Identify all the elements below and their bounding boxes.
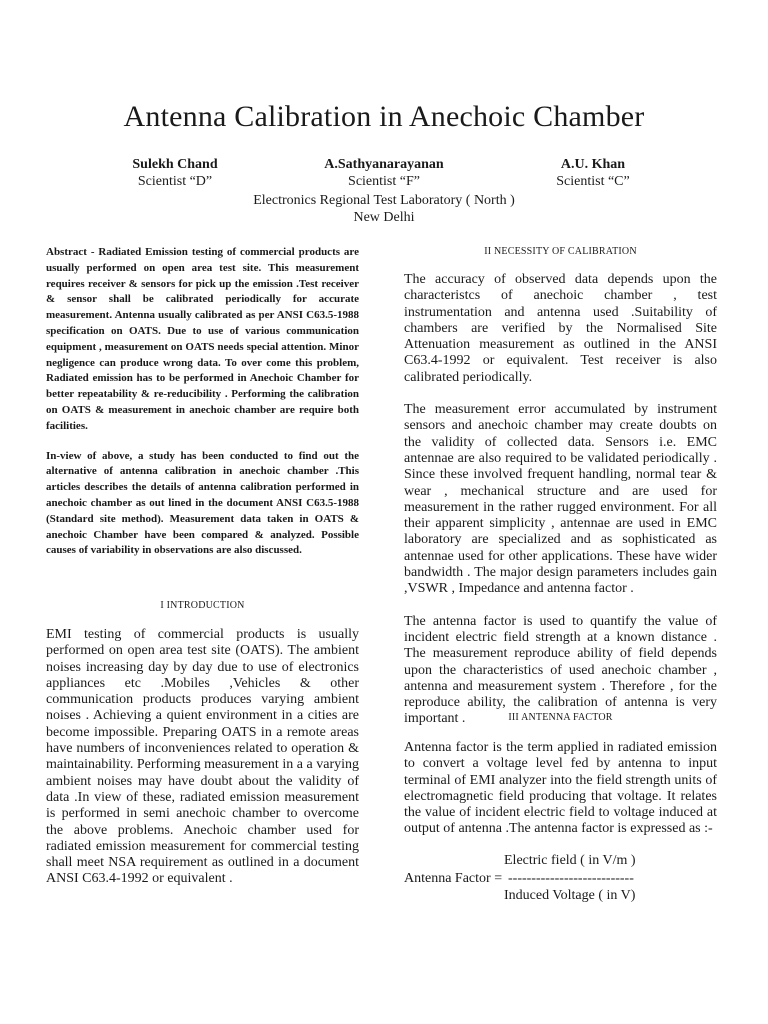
abstract-paragraph: In-view of above, a study has been conducted to find out the alternative of antenna calibration in anechoic chamber .This articles describes the details of antenna calibration performed in anechoic chamber as out lined in the document ANSI C63.5-1988 (Standard site method). Measurement data taken in OATS & anechoic Chamber have been compared & analyzed. Possible causes of variability in observations are also discussed. (46, 449, 359, 557)
author-3 (538, 156, 648, 190)
section-heading-introduction: I INTRODUCTION (160, 600, 245, 611)
paper-title: Antenna Calibration in Anechoic Chamber (123, 100, 645, 133)
necessity-body (404, 272, 717, 728)
paragraph: Antenna factor is the term applied in radiated emission to convert a voltage level fed by antenna to input terminal of EMI analyzer into the field strength units of electromagnetic field producing that voltage. It relates the value of incident electric field to voltage induced at output of antenna .The antenna factor is expressed as :- (404, 740, 717, 837)
paragraph: The accuracy of observed data depends upon the characteristcs of anechoic chamber , test instrumentation and antenna used .Suitability of chambers are verified by the Normalised Site Attenuation measurement as outlined in the ANSI C63.4-1992 or equivalent. Test receiver is also calibrated periodically. (404, 272, 717, 385)
formula-numerator: Electric field ( in V/m ) (504, 853, 636, 868)
antenna-factor-body (404, 740, 717, 838)
author-name: A.U. Khan (560, 157, 626, 172)
author-1 (110, 156, 240, 190)
paragraph: EMI testing of commercial products is usually performed on open area test site (OATS). The ambient noises increasing day by day due to use of electronics appliances etc .Mobiles ,Vehicles & other communication products produces varying ambient noises . Achieving a quient environment in a cities are become impossible. Preparing OATS in a remote areas have numbers of inconveniences related to operation & maintainability. Performing measurement in a a varying ambient noises may have doubt about the validity of data .In view of these, radiated emission measurement is performed in semi anechoic chamber to overcome the above problems. Anechoic chamber used for radiated emission measurement for commercial testing shall meet NSA requirement as outlined in a document ANSI C63.4-1992 or equivalent . (46, 627, 359, 887)
introduction-body (46, 627, 359, 888)
affiliation-city: New Delhi (353, 210, 415, 225)
author-name: Sulekh Chand (132, 157, 218, 172)
author-2 (294, 156, 474, 190)
abstract-paragraph: Abstract - Radiated Emission testing of commercial products are usually performed on open area test site. This measurement requires receiver & sensors for pick up the emission .Test receiver & sensor shall be calibrated periodically for accurate measurement. Antenna usually calibrated as per ANSI C63.5-1988 specification on OATS. Due to use of various communication equipment , measurement on OATS needs special attention. Minor negligence can produce wrong data. To over come this problem, Radiated emission has to be performed in Anechoic Chamber for better repeatability & re-reducibility . Performing the calibration on OATS & measurement in anechoic chamber are require both facilities. (46, 246, 359, 432)
formula-label: Antenna Factor = (404, 871, 503, 886)
section-heading-necessity: II NECESSITY OF CALIBRATION (484, 246, 637, 257)
author-role: Scientist “D” (137, 174, 213, 189)
paragraph: The antenna factor is used to quantify the value of incident electric field strength at a known distance . The measurement reproduce ability of field depends upon the characteristics of used anechoic chamber , antenna and measurement system . Therefore , for the reproduce ability, the calibration of antenna is very important . (404, 613, 717, 727)
formula-fraction-bar: --------------------------- (508, 871, 634, 886)
formula-denominator: Induced Voltage ( in V) (504, 888, 636, 903)
abstract (46, 245, 359, 573)
author-name: A.Sathyanarayanan (324, 157, 444, 172)
affiliation-lab: Electronics Regional Test Laboratory ( North ) (253, 193, 515, 208)
paragraph: The measurement error accumulated by instrument sensors and anechoic chamber may create doubts on the validity of collected data. Sensors i.e. EMC antennae are also required to be validated periodically . Since these involved frequent handling, normal tear & wear , mechanical structure and are used for measurement in the rather rugged environment. For all their apparent simplicity , antennae are used in EMC laboratory are specialized and as sophisticated as antennae used for other applications. These have wider bandwidth . The major design parameters includes gain ,VSWR , Impedance and antenna factor . (404, 402, 717, 597)
section-heading-antenna-factor: III ANTENNA FACTOR (508, 712, 613, 723)
author-role: Scientist “C” (556, 174, 630, 189)
author-role: Scientist “F” (348, 174, 420, 189)
